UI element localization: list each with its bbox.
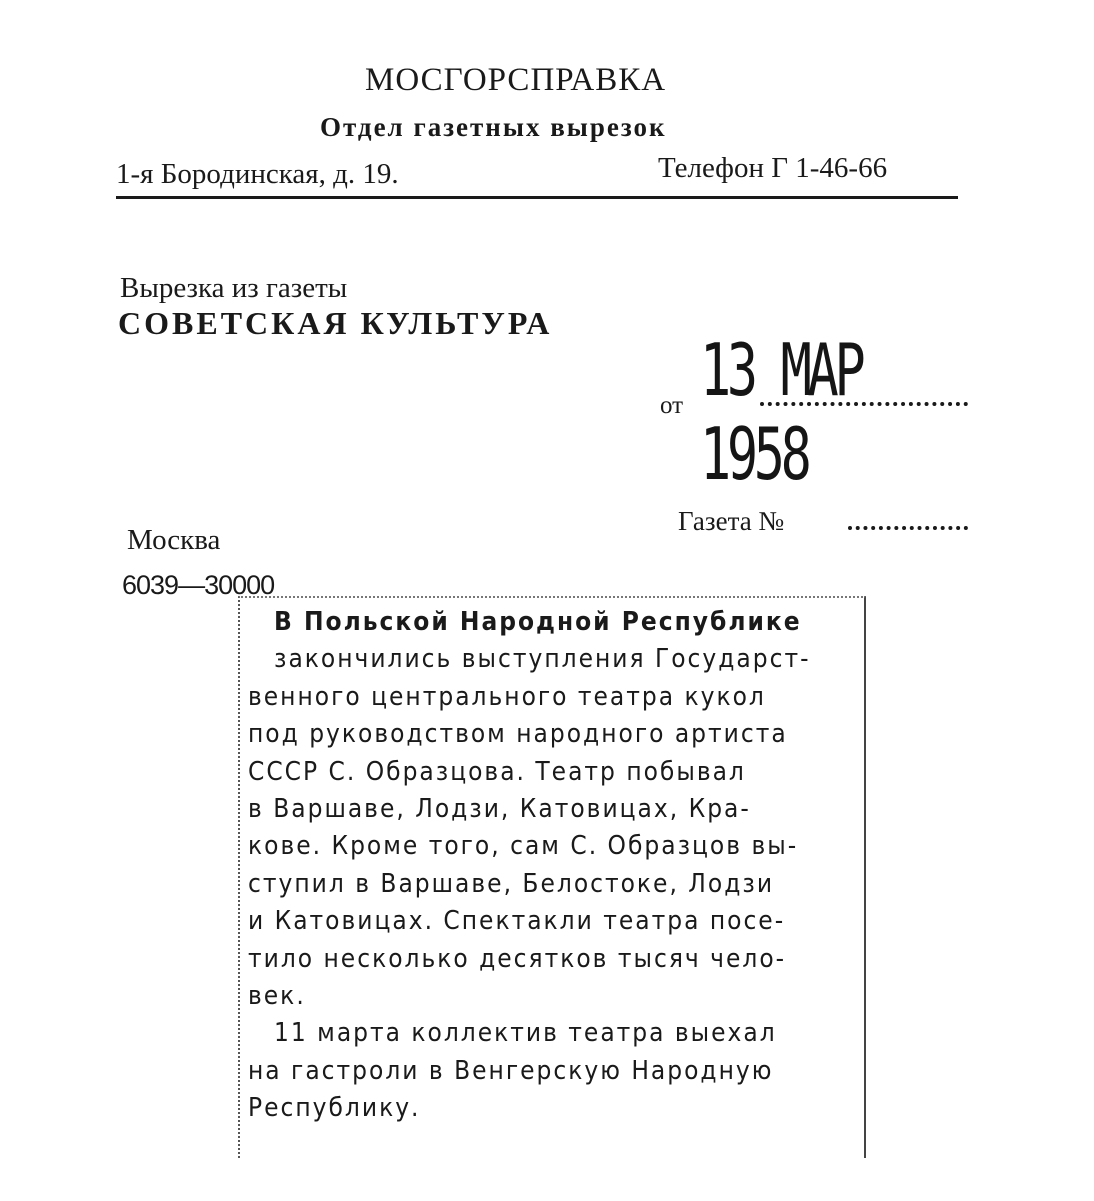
article-line: 11 марта коллектив театра выехал <box>274 1018 777 1049</box>
clip-label: Вырезка из газеты <box>120 272 348 304</box>
date-stamp: 13 МАР 1958 <box>700 328 862 496</box>
header-divider <box>116 196 958 199</box>
newspaper-clipping <box>238 596 866 1158</box>
gazeta-number-label: Газета № <box>678 506 785 536</box>
address: 1-я Бородинская, д. 19. <box>116 158 399 190</box>
article-line: закончились выступления Государст- <box>274 644 811 675</box>
organization-title: МОСГОРСПРАВКА <box>365 62 667 98</box>
article-line: век. <box>248 981 306 1012</box>
date-dotted-line <box>760 402 968 406</box>
phone-number: Телефон Г 1-46-66 <box>658 152 888 184</box>
newspaper-name: СОВЕТСКАЯ КУЛЬТУРА <box>118 305 553 341</box>
article-line: ступил в Варшаве, Белостоке, Лодзи <box>248 868 775 899</box>
article-line: в Варшаве, Лодзи, Катовицах, Кра- <box>248 794 751 825</box>
article-line: под руководством народного артиста <box>248 719 788 750</box>
gazeta-dotted-line <box>848 526 968 530</box>
article-line: СССР С. Образцова. Театр побывал <box>248 756 746 787</box>
article-line: Республику. <box>248 1093 421 1124</box>
article-text <box>248 604 852 1128</box>
article-lead: В Польской Народной Республике <box>274 607 802 637</box>
article-line: и Катовицах. Спектакли театра посе- <box>248 906 786 937</box>
city: Москва <box>127 524 221 556</box>
article-line: тило несколько десятков тысяч чело- <box>248 943 787 974</box>
date-prefix: от <box>660 392 684 419</box>
print-code: 6039—30000 <box>122 570 275 600</box>
article-line: на гастроли в Венгерскую Народную <box>248 1055 774 1086</box>
department-title: Отдел газетных вырезок <box>320 112 667 142</box>
article-line: венного центрального театра кукол <box>248 681 766 712</box>
article-line: кове. Кроме того, сам С. Образцов вы- <box>248 831 799 862</box>
